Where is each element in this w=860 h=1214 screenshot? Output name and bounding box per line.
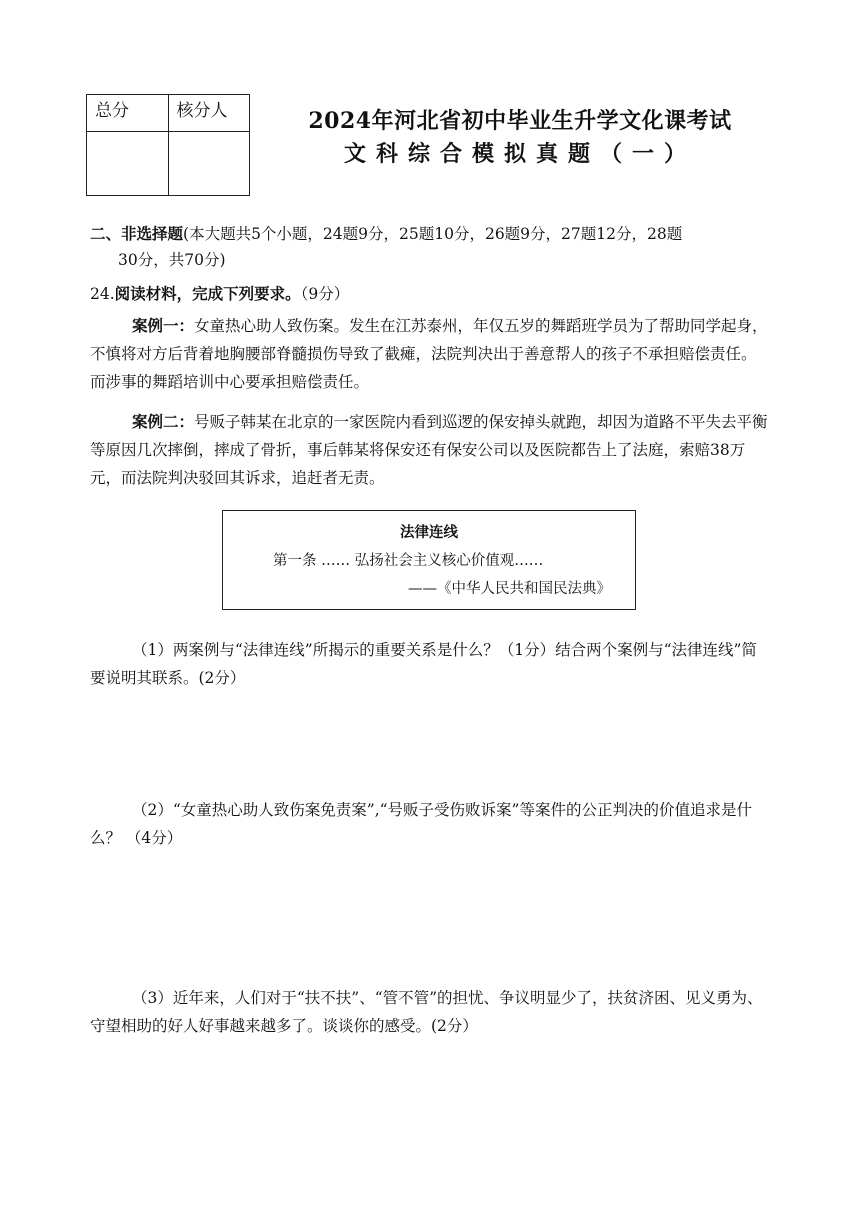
checker-label: 核分人 [168,95,250,132]
case-one-label: 案例一： [132,316,195,335]
checker-cell [168,132,250,196]
exam-title: 2024年河北省初中毕业生升学文化课考试 [308,108,732,134]
legal-connection-box [222,510,636,610]
sub-question-1: （1）两案例与“法律连线”所揭示的重要关系是什么？（1分）结合两个案例与“法律连线”简要说明其联系。(2分） [90,641,757,687]
case-two [90,408,770,492]
section-header [90,220,770,248]
case-one-text: 女童热心助人致伤案。发生在江苏泰州，年仅五岁的舞蹈班学员为了帮助同学起身，不慎将对方后背着地胸腰部脊髓损伤导致了截瘫，法院判决出于善意帮人的孩子不承担赔偿责任。而涉事的舞蹈培训中心要承担赔偿责任。 [90,317,768,391]
sub-question-2: （2）“女童热心助人致伤案免责案”,“号贩子受伤败诉案”等案件的公正判决的价值追求是什么？ （4分） [90,801,752,847]
total-score-cell [87,132,169,196]
q24-header [90,280,770,308]
q24-instruction: 阅读材料，完成下列要求。 [114,284,301,303]
q24-score: （9分） [300,285,350,303]
legal-box-title: 法律连线 [400,524,458,541]
section-desc-line1: (本大题共5个小题，24题9分，25题10分，26题9分，27题12分，28题 [183,225,683,243]
sub-question-3: （3）近年来，人们对于“扶不扶”、“管不管”的担忧、争议明显少了，扶贫济困、见义勇为、守望相助的好人好事越来越多了。谈谈你的感受。(2分） [90,989,763,1035]
total-score-label: 总分 [87,95,169,132]
case-one [90,312,770,396]
legal-box-article: 第一条 …… 弘扬社会主义核心价值观…… [273,553,544,569]
exam-subtitle: 文科综合模拟真题（一） [343,141,696,167]
score-table [86,94,250,196]
case-two-text: 号贩子韩某在北京的一家医院内看到巡逻的保安掉头就跑，却因为道路不平失去平衡等原因几次摔倒，摔成了骨折，事后韩某将保安还有保安公司以及医院都告上了法庭，索赔38万元，而法院判决驳回其诉求，追赶者无责。 [90,413,768,487]
legal-box-source: ——《中华人民共和国民法典》 [408,581,611,597]
section-desc-line2: 30分，共70分) [118,251,226,269]
section-heading: 二、非选择题 [90,224,184,243]
q24-number: 24. [90,285,115,303]
case-two-label: 案例二： [132,412,195,431]
